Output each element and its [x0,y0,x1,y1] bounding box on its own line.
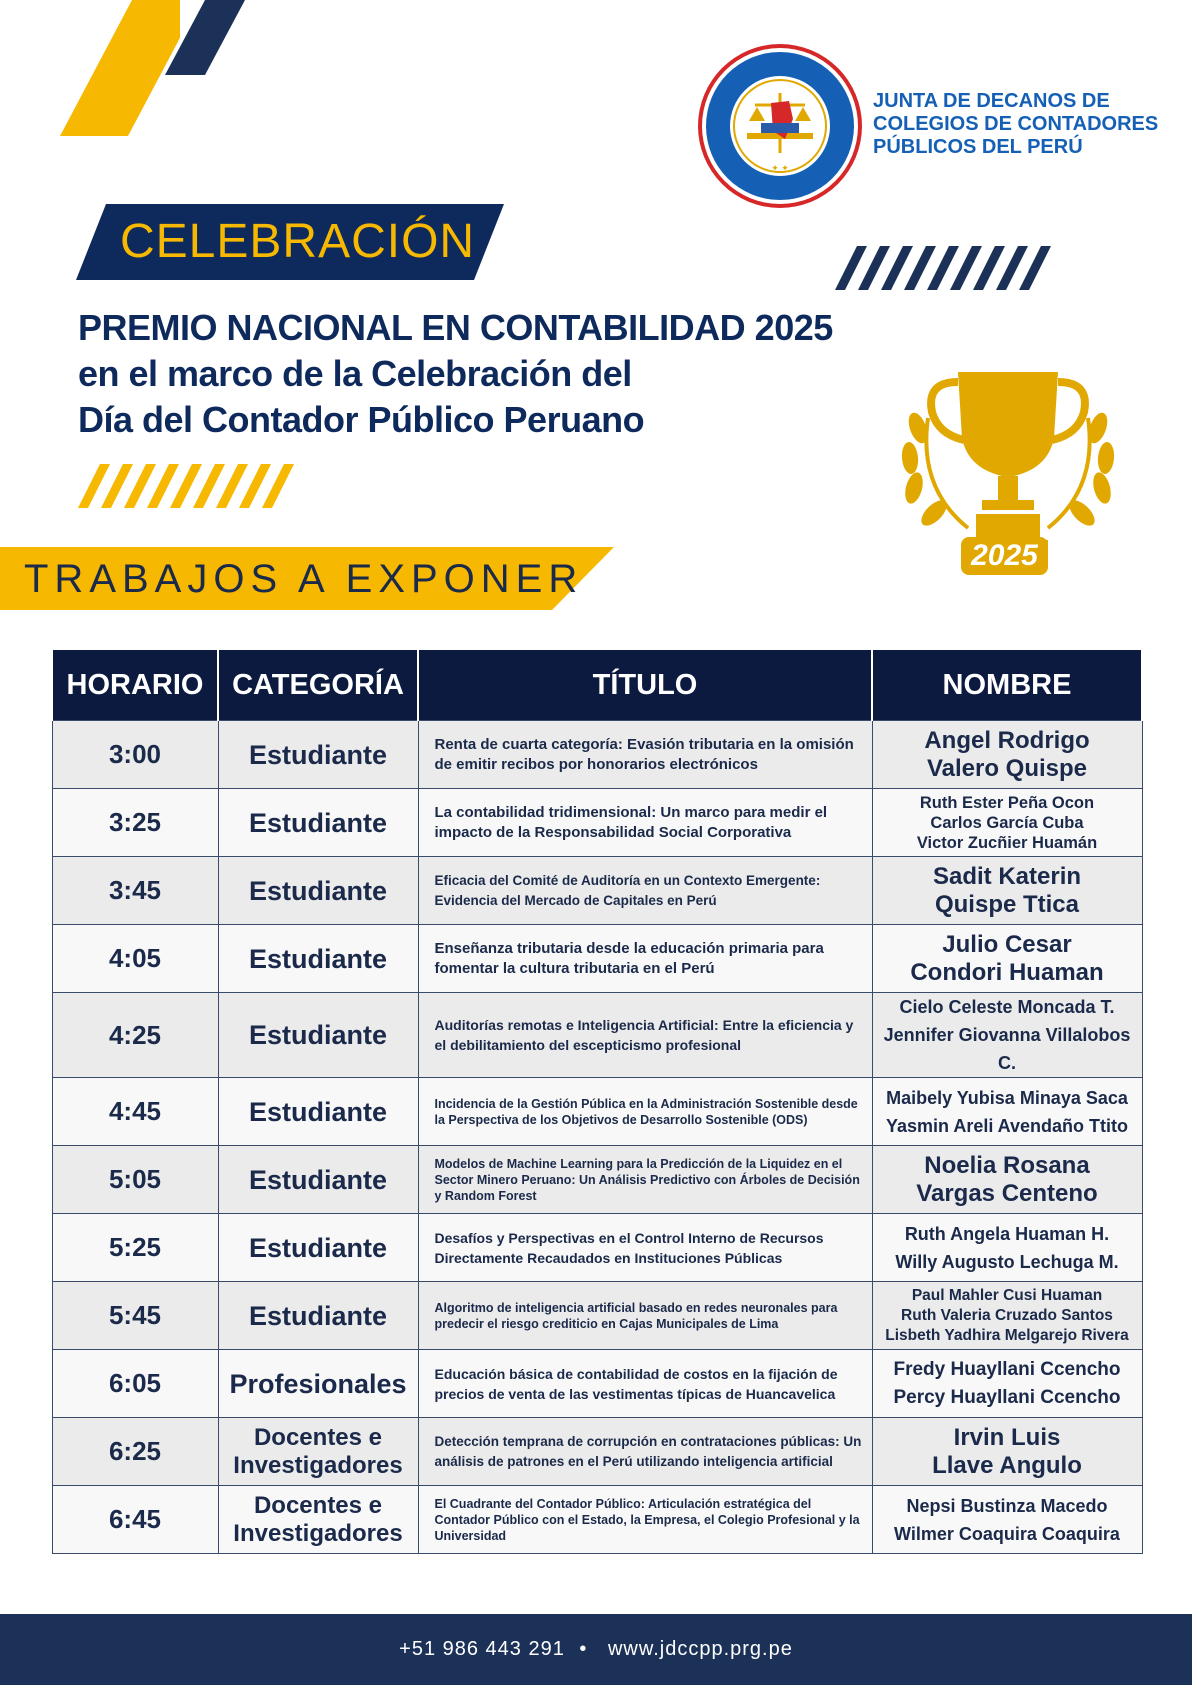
cell-name: Sadit Katerin Quispe Ttica [872,857,1142,925]
headline-line: en el marco de la Celebración del [78,353,632,394]
cell-category: Estudiante [218,857,418,925]
table-row [52,1350,1142,1418]
cell-time: 5:25 [52,1214,218,1282]
table-row [52,857,1142,925]
cell-name: Fredy Huayllani Ccencho Percy Huayllani Ccencho [872,1350,1142,1418]
cell-time: 3:45 [52,857,218,925]
footer-separator: • [579,1638,588,1660]
cell-time: 6:25 [52,1418,218,1486]
cell-title: Educación básica de contabilidad de costos en la fijación de precios de venta de las vestimentas típicas de Huancavelica [418,1350,872,1418]
cell-category: Estudiante [218,925,418,993]
cell-category: Docentes e Investigadores [218,1486,418,1554]
cell-name: Noelia Rosana Vargas Centeno [872,1146,1142,1214]
cell-title: Modelos de Machine Learning para la Predicción de la Liquidez en el Sector Minero Peruano: Un Análisis Predictivo con Árboles de Decisión y Random Forest [418,1146,872,1214]
organization-name [873,90,1173,159]
header-titulo: TÍTULO [418,650,872,721]
cell-category: Estudiante [218,993,418,1078]
org-name-line: JUNTA DE DECANOS DE [873,90,1110,112]
cell-name: Paul Mahler Cusi Huaman Ruth Valeria Cruzado Santos Lisbeth Yadhira Melgarejo Rivera [872,1282,1142,1350]
trophy-year-badge: 2025 [961,537,1048,575]
org-name-line: PÚBLICOS DEL PERÚ [873,136,1083,158]
decor-stripes [835,246,1055,290]
cell-category: Estudiante [218,1078,418,1146]
cell-category: Estudiante [218,789,418,857]
cell-title: Renta de cuarta categoría: Evasión tributaria en la omisión de emitir recibos por honorarios electrónicos [418,721,872,789]
table-row [52,1078,1142,1146]
cell-category: Estudiante [218,1146,418,1214]
headline [78,305,833,443]
cell-title: Detección temprana de corrupción en contrataciones públicas: Un análisis de patrones en el Perú utilizando inteligencia artificial [418,1418,872,1486]
table-row [52,1146,1142,1214]
cell-time: 3:00 [52,721,218,789]
cell-name: Julio Cesar Condori Huaman [872,925,1142,993]
cell-name: Ruth Ester Peña Ocon Carlos García Cuba Victor Zucñier Huamán [872,789,1142,857]
header-horario: HORARIO [52,650,218,721]
table-row [52,1214,1142,1282]
org-name-line: COLEGIOS DE CONTADORES [873,113,1159,135]
cell-category: Docentes e Investigadores [218,1418,418,1486]
cell-time: 4:25 [52,993,218,1078]
decor-yellow-parallelogram [60,0,180,136]
decor-stripes [78,464,304,508]
cell-title: La contabilidad tridimensional: Un marco para medir el impacto de la Responsabilidad Social Corporativa [418,789,872,857]
table-row [52,1486,1142,1554]
cell-time: 4:05 [52,925,218,993]
cell-title: Enseñanza tributaria desde la educación primaria para fomentar la cultura tributaria en el Perú [418,925,872,993]
cell-title: El Cuadrante del Contador Público: Articulación estratégica del Contador Público con el Estado, la Empresa, el Colegio Profesional y la Universidad [418,1486,872,1554]
jdccpp-seal-logo [697,43,863,209]
cell-title: Incidencia de la Gestión Pública en la Administración Sostenible desde la Perspectiva de los Objetivos de Desarrollo Sostenible (ODS) [418,1078,872,1146]
header-categoria: CATEGORÍA [218,650,418,721]
cell-time: 3:25 [52,789,218,857]
cell-title: Auditorías remotas e Inteligencia Artificial: Entre la eficiencia y el debilitamiento del escepticismo profesional [418,993,872,1078]
cell-name: Maibely Yubisa Minaya Saca Yasmin Areli Avendaño Ttito [872,1078,1142,1146]
cell-name: Angel Rodrigo Valero Quispe [872,721,1142,789]
table-row [52,1418,1142,1486]
cell-category: Estudiante [218,1214,418,1282]
celebration-label: CELEBRACIÓN [120,215,476,268]
footer-phone[interactable]: +51 986 443 291 [399,1638,565,1660]
cell-time: 5:45 [52,1282,218,1350]
header-nombre: NOMBRE [872,650,1142,721]
cell-title: Algoritmo de inteligencia artificial basado en redes neuronales para predecir el riesgo crediticio en Cajas Municipales de Lima [418,1282,872,1350]
headline-line: Día del Contador Público Peruano [78,399,645,440]
schedule-table [51,650,1143,1554]
cell-title: Desafíos y Perspectivas en el Control Interno de Recursos Directamente Recaudados en Instituciones Públicas [418,1214,872,1282]
cell-time: 6:05 [52,1350,218,1418]
cell-time: 4:45 [52,1078,218,1146]
headline-line: PREMIO NACIONAL EN CONTABILIDAD 2025 [78,307,833,348]
cell-time: 6:45 [52,1486,218,1554]
cell-name: Cielo Celeste Moncada T. Jennifer Giovanna Villalobos C. [872,993,1142,1078]
cell-name: Ruth Angela Huaman H. Willy Augusto Lechuga M. [872,1214,1142,1282]
cell-time: 5:05 [52,1146,218,1214]
cell-category: Estudiante [218,1282,418,1350]
cell-title: Eficacia del Comité de Auditoría en un Contexto Emergente: Evidencia del Mercado de Capitales en Perú [418,857,872,925]
table-row [52,925,1142,993]
cell-category: Estudiante [218,721,418,789]
table-row [52,1282,1142,1350]
table-row [52,789,1142,857]
cell-name: Nepsi Bustinza Macedo Wilmer Coaquira Coaquira [872,1486,1142,1554]
section-title: TRABAJOS A EXPONER [24,557,584,601]
cell-name: Irvin Luis Llave Angulo [872,1418,1142,1486]
table-header-row [52,650,1142,721]
cell-category: Profesionales [218,1350,418,1418]
svg-text:✦ ✦: ✦ ✦ [771,163,789,173]
table-row [52,993,1142,1078]
footer-website-link[interactable]: www.jdccpp.prg.pe [607,1638,793,1660]
table-row [52,721,1142,789]
footer [0,1614,1192,1685]
